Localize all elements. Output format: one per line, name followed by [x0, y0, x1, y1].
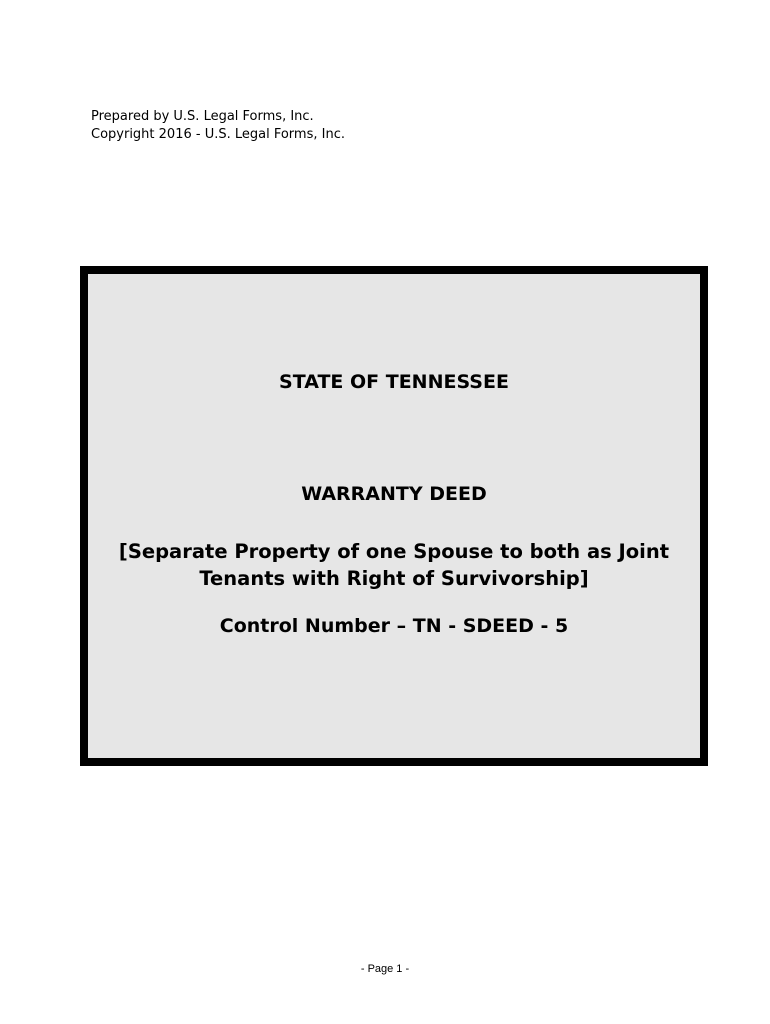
deed-subtitle-line-1: [Separate Property of one Spouse to both as Joint [118, 540, 670, 563]
control-number: Control Number – TN - SDEED - 5 [219, 615, 569, 637]
prepared-by-text: Prepared by U.S. Legal Forms, Inc. [91, 109, 314, 124]
cover-box [80, 266, 708, 766]
deed-title: WARRANTY DEED [301, 483, 487, 505]
deed-subtitle-line-2: Tenants with Right of Survivorship] [199, 567, 589, 590]
copyright-text: Copyright 2016 - U.S. Legal Forms, Inc. [91, 127, 345, 142]
state-title: STATE OF TENNESSEE [279, 371, 509, 393]
page-number: - Page 1 - [360, 963, 410, 975]
deed-subtitle [88, 538, 700, 592]
document-header [91, 108, 345, 144]
